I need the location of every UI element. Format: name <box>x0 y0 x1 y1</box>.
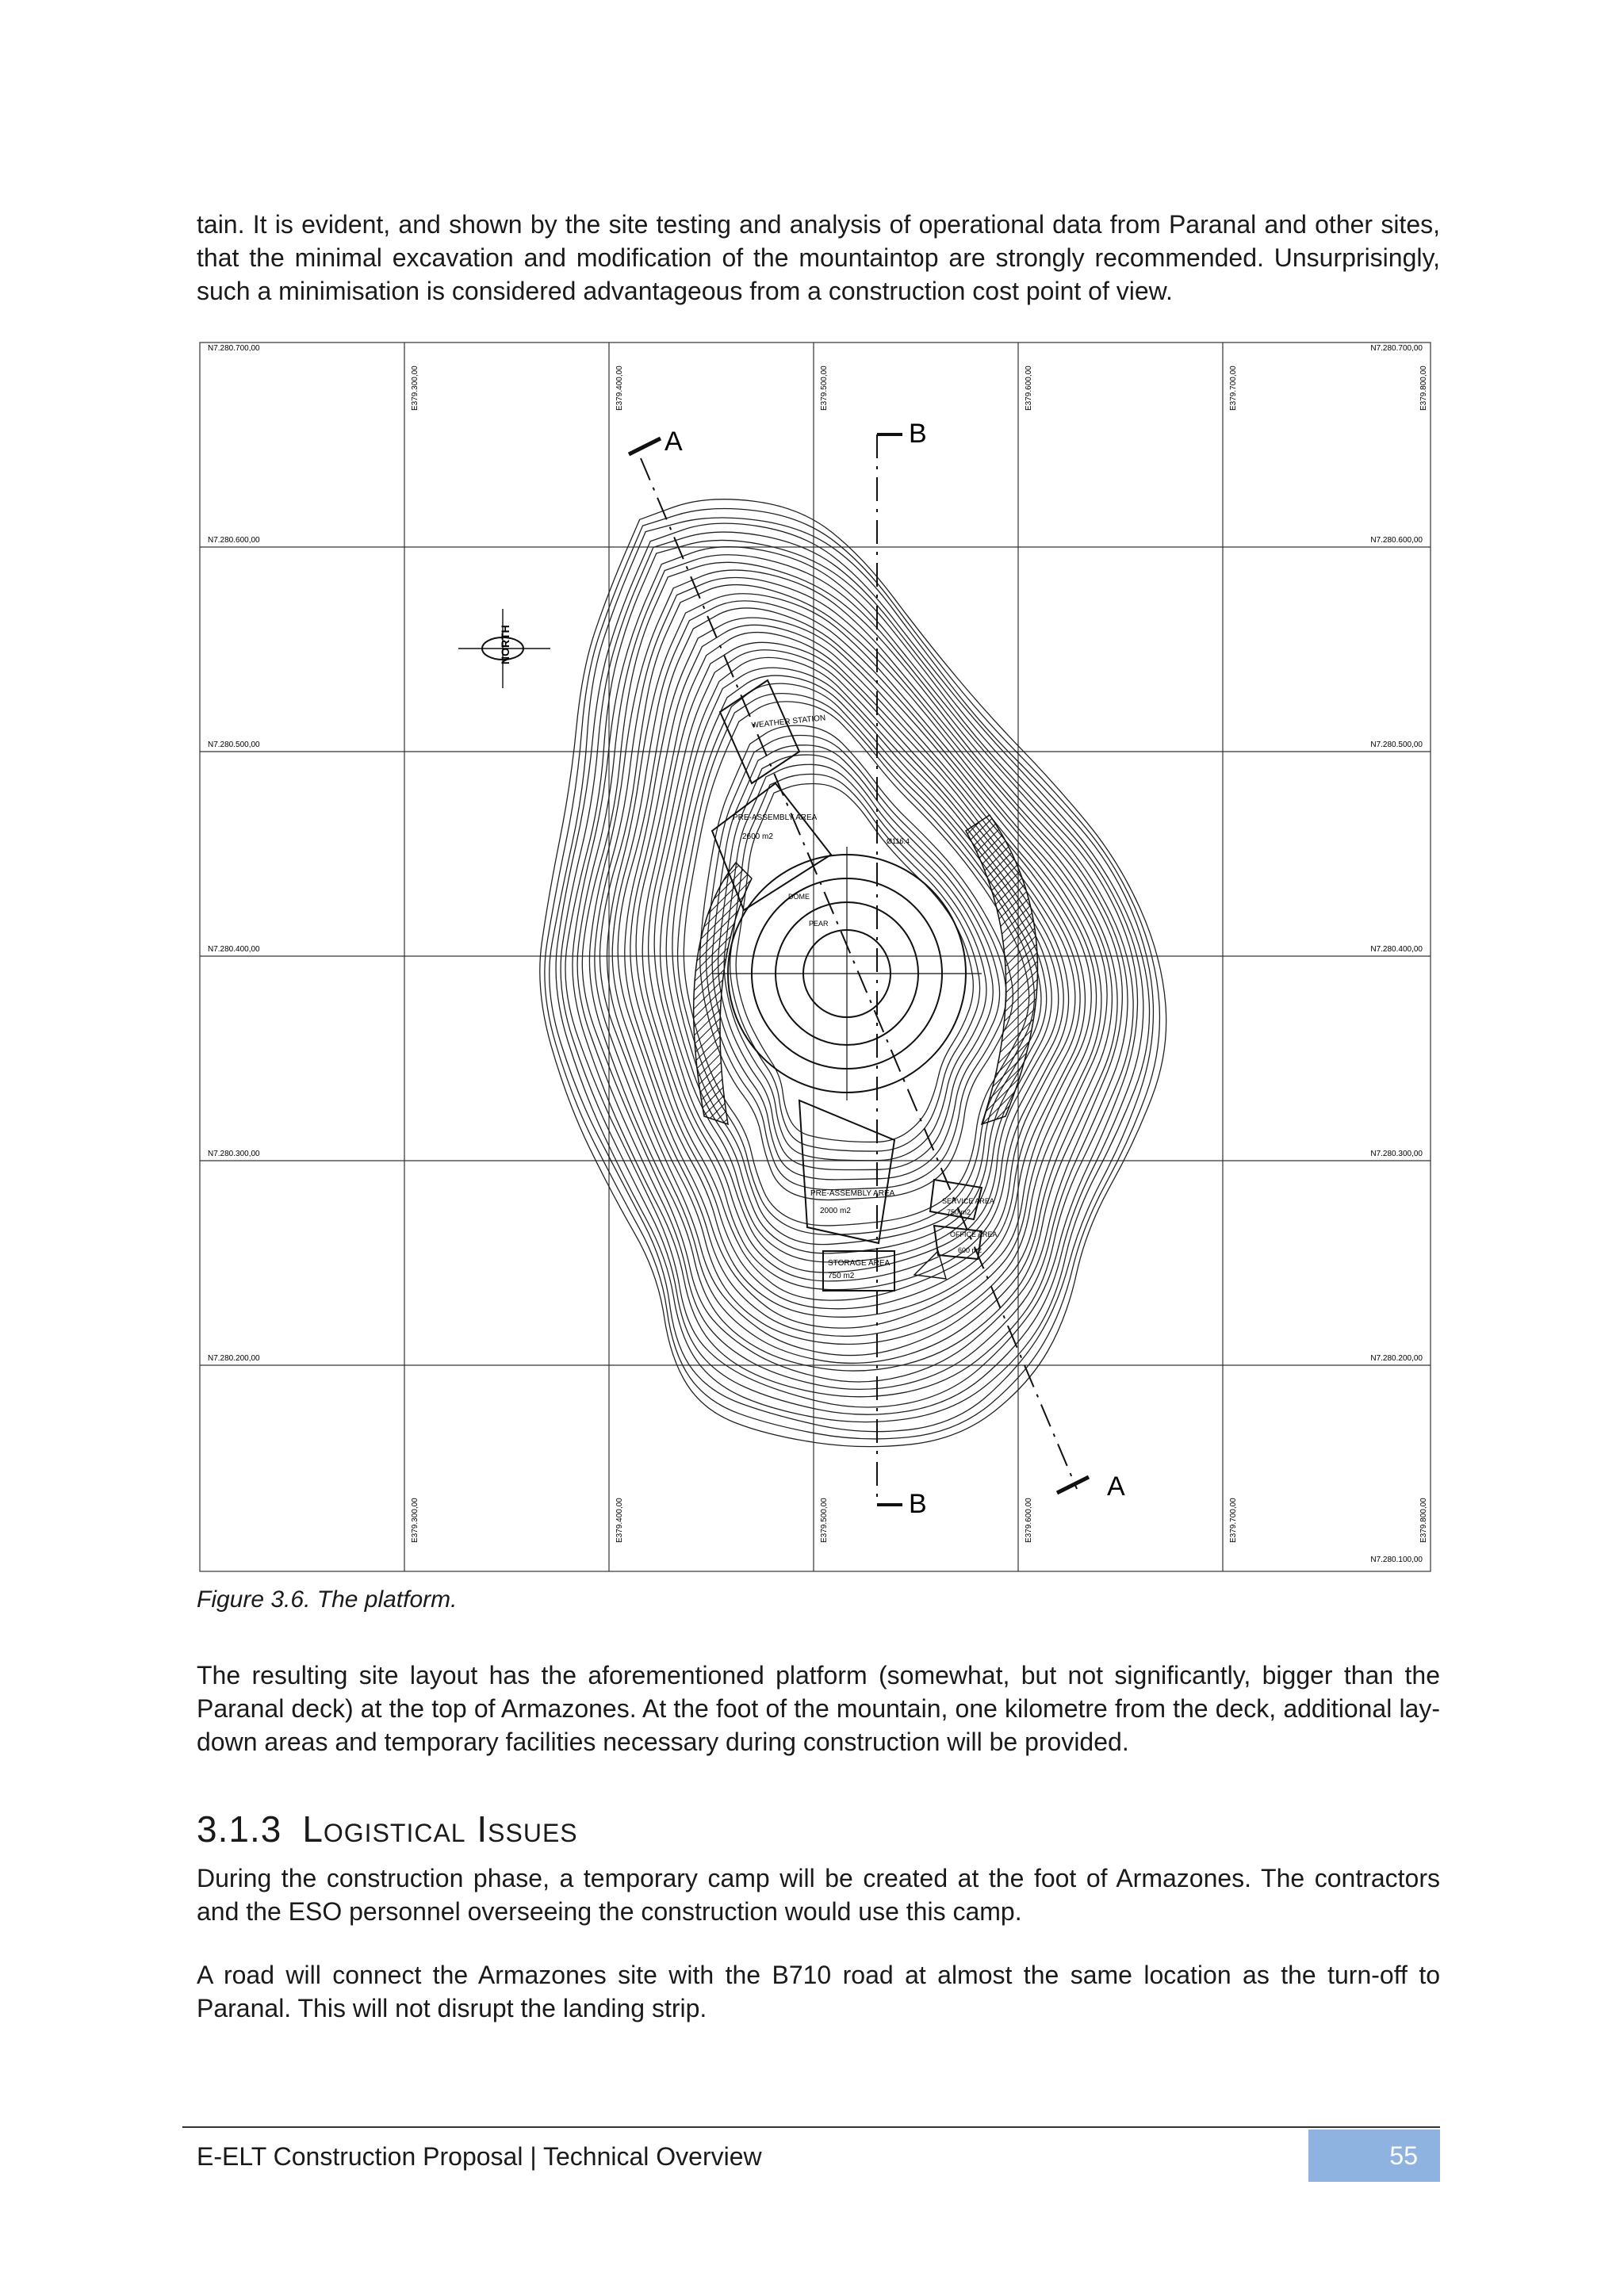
area-label-pre-assembly-bottom-size: 2000 m2 <box>820 1207 851 1215</box>
intro-paragraph: tain. It is evident, and shown by the site testing and analysis of operational data from Paranal and other sites, that the minimal excavation and modification of the mountaintop are strongly recommended. Unsurprisingly, such a minimisation is considered advantageous from a construction cost point of view. <box>197 210 1440 305</box>
area-label-diameter: Ø116.4 <box>887 837 910 845</box>
grid-label-east-top: E379.600,00 <box>1025 365 1033 411</box>
grid-label-east-bottom: E379.300,00 <box>411 1498 419 1543</box>
north-label: NORTH <box>499 625 511 664</box>
grid-label-east-top: E379.300,00 <box>411 365 419 411</box>
area-label-pear: PEAR <box>809 920 829 928</box>
grid-label-north-right: N7.280.500,00 <box>1370 740 1423 749</box>
slope-hatch-west <box>694 863 752 1124</box>
grid-label-east-top: E379.700,00 <box>1229 365 1238 411</box>
area-label-service: SERVICE AREA <box>942 1197 994 1205</box>
road-paragraph: A road will connect the Armazones site with the B710 road at almost the same location as the turn-off to Paranal. This will not disrupt the landing strip. <box>197 1961 1440 2022</box>
grid-label-north-right: N7.280.200,00 <box>1370 1354 1423 1363</box>
grid-label-east-bottom: E379.700,00 <box>1229 1498 1238 1543</box>
grid-label-north-left: N7.280.600,00 <box>208 536 260 545</box>
area-label-dome: DOME <box>788 893 810 901</box>
contour-line <box>550 518 1154 1432</box>
section-marker-a-top: A <box>665 427 683 457</box>
area-label-office: OFFICE AREA <box>950 1230 998 1238</box>
grid-frame <box>200 342 1431 1571</box>
grid-label-east-bottom: E379.400,00 <box>615 1498 624 1543</box>
grid-label-east-top: E379.500,00 <box>820 365 829 411</box>
contour-line <box>706 735 1006 1189</box>
construction-camp-paragraph: During the construction phase, a temporary camp will be created at the foot of Armazones. The contractors and the ESO personnel overseeing the construction would use this camp. <box>197 1864 1440 1926</box>
section-marker-b-top: B <box>909 419 927 449</box>
grid-label-east-bottom: E379.800,00 <box>1419 1498 1428 1543</box>
footer-rule <box>182 2126 1440 2128</box>
footer-title: E-ELT Construction Proposal | Technical Overview <box>197 2142 762 2171</box>
grid-label-east-bottom: E379.500,00 <box>820 1498 829 1543</box>
section-tick-a-top <box>629 438 661 454</box>
section-title: Logistical Issues <box>302 1808 578 1850</box>
contour-line <box>724 764 986 1160</box>
platform-site-plan <box>197 339 1434 1581</box>
grid-label-north-right: N7.280.400,00 <box>1370 945 1423 954</box>
grid-label-north-right: N7.280.100,00 <box>1370 1556 1423 1564</box>
figure-caption: Figure 3.6. The platform. <box>197 1586 458 1613</box>
grid-label-north-left: N7.280.700,00 <box>208 344 260 353</box>
grid-label-east-top: E379.800,00 <box>1419 365 1428 411</box>
area-label-pre-assembly-top-size: 2600 m2 <box>742 832 773 841</box>
area-label-storage-size: 750 m2 <box>828 1272 855 1280</box>
grid-label-north-right: N7.280.700,00 <box>1370 344 1423 353</box>
section-marker-a-bottom: A <box>1107 1471 1125 1502</box>
grid-label-north-left: N7.280.300,00 <box>208 1150 260 1158</box>
grid-label-north-right: N7.280.300,00 <box>1370 1150 1423 1158</box>
grid-label-north-left: N7.280.400,00 <box>208 945 260 954</box>
site-plan-drawing <box>197 339 1434 1581</box>
grid-label-east-bottom: E379.600,00 <box>1025 1498 1033 1543</box>
page-number: 55 <box>1308 2130 1440 2182</box>
section-tick-a-bottom <box>1057 1477 1089 1493</box>
contour-line <box>678 694 1035 1235</box>
area-label-storage: STORAGE AREA <box>828 1259 891 1268</box>
section-heading <box>197 1808 578 1850</box>
area-label-pre-assembly-bottom: PRE-ASSEMBLY AREA <box>810 1189 895 1198</box>
section-marker-b-bottom: B <box>909 1489 927 1519</box>
grid-label-north-right: N7.280.600,00 <box>1370 536 1423 545</box>
area-label-weather: WEATHER STATION <box>751 714 826 730</box>
area-label-office-size: 600 m2 <box>958 1246 982 1254</box>
area-label-pre-assembly-top: PRE-ASSEMBLY AREA <box>733 813 818 822</box>
grid-label-north-left: N7.280.200,00 <box>208 1354 260 1363</box>
grid-label-east-top: E379.400,00 <box>615 365 624 411</box>
grid-label-north-left: N7.280.500,00 <box>208 740 260 749</box>
section-number: 3.1.3 <box>197 1808 282 1850</box>
area-label-service-size: 750 m2 <box>947 1208 971 1216</box>
site-layout-paragraph: The resulting site layout has the aforementioned platform (somewhat, but not significantly, bigger than the Paranal deck) at the top of Armazones. At the foot of the mountain, one kilometre from the deck, additional lay-down areas and temporary facilities necessary during construction will be provided. <box>197 1661 1440 1756</box>
